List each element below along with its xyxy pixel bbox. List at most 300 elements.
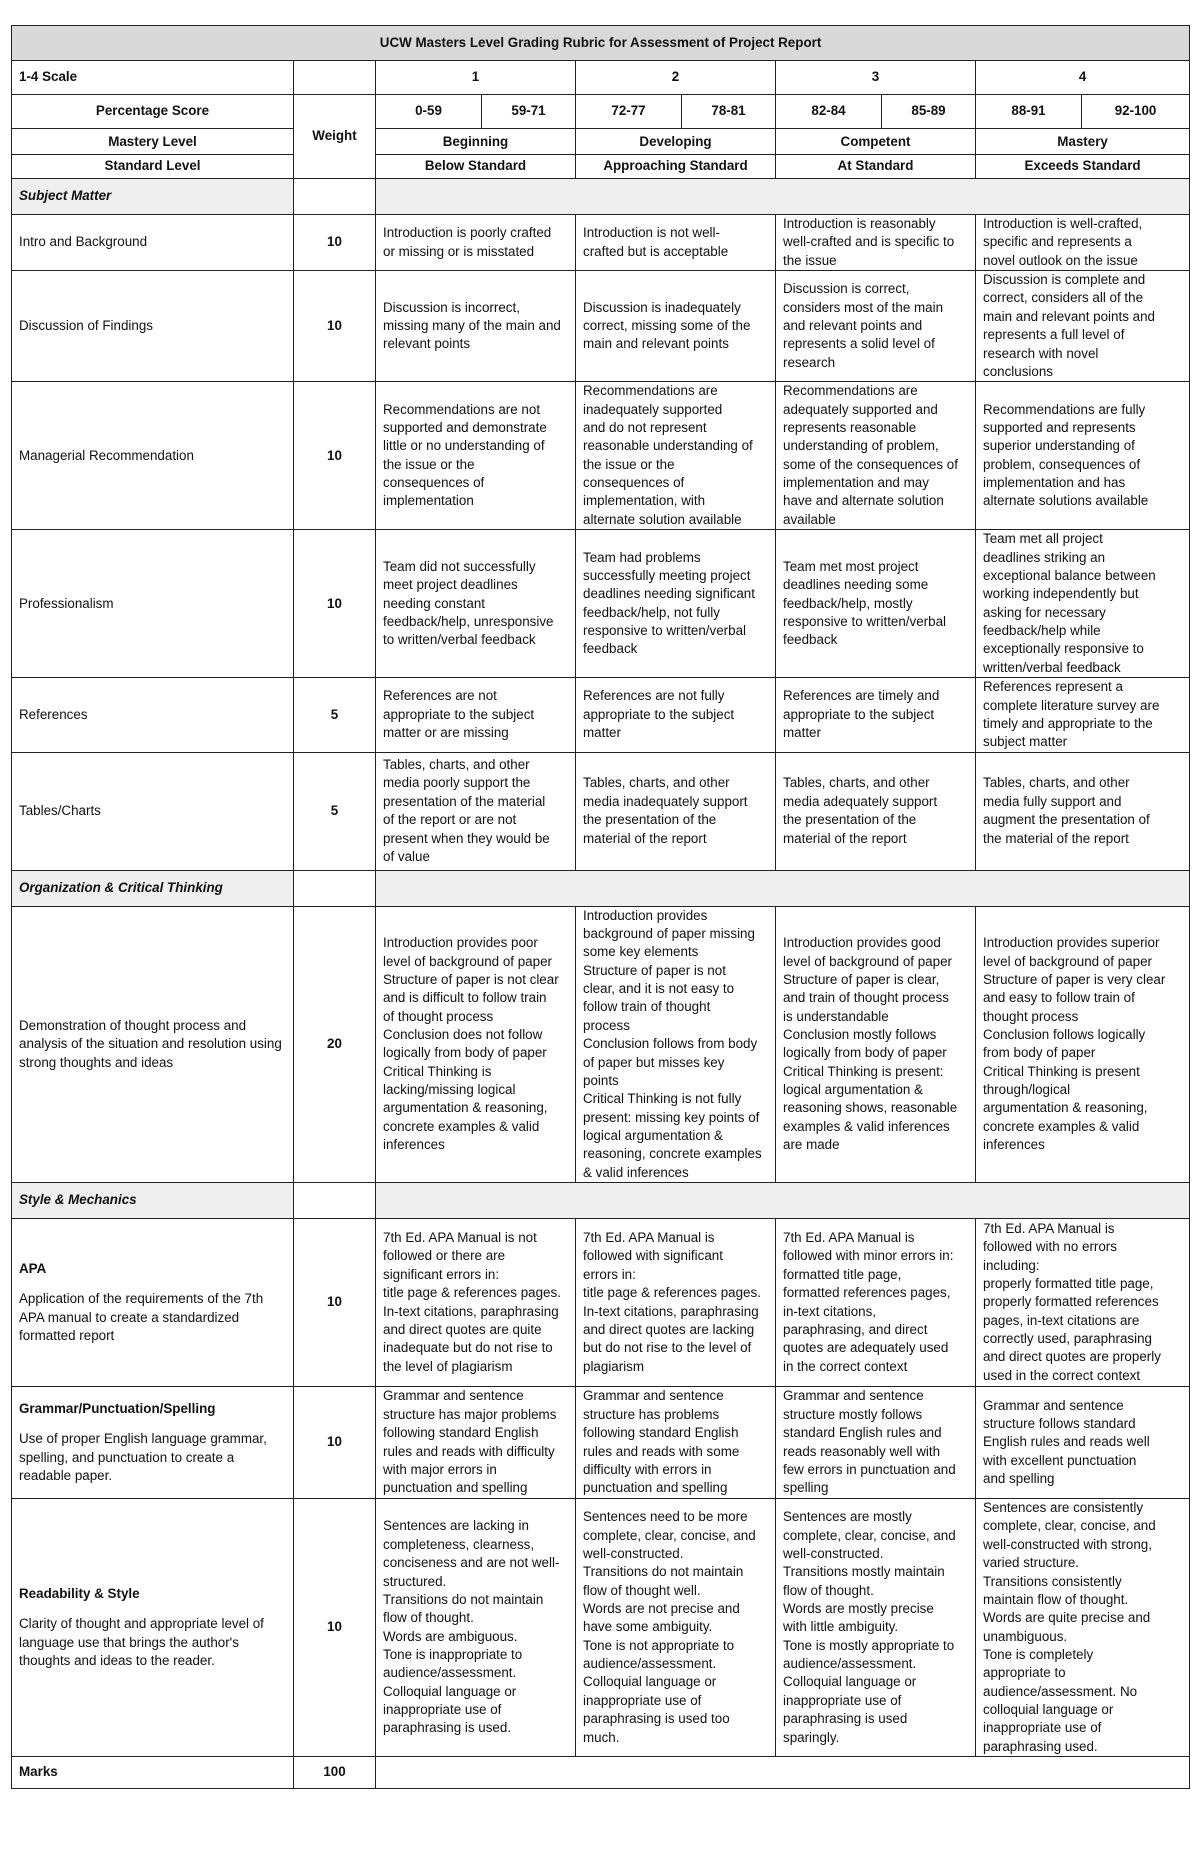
descriptor-line: implementation and has xyxy=(983,475,1126,491)
percentage-range: 0-59 xyxy=(376,95,482,129)
section-header-row xyxy=(12,870,1190,906)
descriptor-line: subject matter xyxy=(983,734,1068,750)
mastery-level: Competent xyxy=(776,132,975,155)
percentage-range: 92-100 xyxy=(1082,95,1190,129)
criterion-description: Intro and Background xyxy=(19,234,148,250)
marks-label: Marks xyxy=(12,1757,294,1789)
descriptor-line: and do not represent xyxy=(583,420,707,436)
standard-level: Approaching Standard xyxy=(603,158,748,173)
descriptor-line: audience/assessment. xyxy=(783,1656,917,1672)
descriptor-line: standard English rules and xyxy=(783,1425,942,1441)
descriptor-line: Introduction provides xyxy=(583,907,708,923)
descriptor-line: Discussion is complete and xyxy=(983,272,1146,288)
criterion-row xyxy=(12,215,1190,271)
level-4-descriptor xyxy=(976,215,1190,271)
descriptor-line: represents a full level of xyxy=(983,327,1125,343)
descriptor-line: correct, missing some of the xyxy=(583,317,751,333)
criterion-cell xyxy=(12,215,294,271)
percentage-range: 59-71 xyxy=(482,95,576,129)
descriptor-line: problem, consequences of xyxy=(983,456,1141,472)
descriptor-line: followed with significant xyxy=(583,1248,723,1264)
descriptor-line: Team met all project xyxy=(983,531,1103,547)
criterion-weight: 10 xyxy=(294,215,376,271)
descriptor-line: represents a solid level of xyxy=(783,336,935,352)
criterion-cell xyxy=(12,752,294,870)
level-2-descriptor xyxy=(576,752,776,870)
descriptor-line: Introduction is well-crafted, xyxy=(983,216,1143,231)
descriptor-line: flow of thought. xyxy=(783,1582,874,1598)
descriptor-line: Introduction is poorly crafted xyxy=(383,225,552,241)
descriptor-line: the presentation of the xyxy=(583,812,717,828)
descriptor-line: Words are quite precise and xyxy=(983,1610,1151,1626)
descriptor-line: varied structure. xyxy=(983,1555,1080,1571)
criterion-description: Demonstration of thought process and analysis of the situation and resolution using strong thoughts and ideas xyxy=(19,1017,282,1070)
level-3-descriptor xyxy=(776,1219,976,1387)
descriptor-line: inadequate but do not rise to xyxy=(383,1340,553,1356)
descriptor-line: and train of thought process xyxy=(783,990,950,1006)
level-2-descriptor xyxy=(576,1387,776,1499)
descriptor-line: Structure of paper is not clear xyxy=(383,971,559,987)
descriptor-line: with excellent punctuation xyxy=(983,1452,1137,1468)
level-2-descriptor xyxy=(576,1219,776,1387)
descriptor-line: Transitions do not maintain xyxy=(583,1564,744,1580)
criterion-cell xyxy=(12,906,294,1182)
level-3-descriptor xyxy=(776,382,976,530)
descriptor-line: material of the report xyxy=(583,830,707,846)
descriptor-line: flow of thought well. xyxy=(583,1582,701,1598)
descriptor-line: paraphrasing, and direct xyxy=(783,1321,928,1337)
descriptor-line: presentation of the material xyxy=(383,793,546,809)
mastery-level-label: Mastery Level xyxy=(12,132,293,155)
descriptor-line: deadlines needing significant xyxy=(583,586,755,602)
descriptor-line: Words are ambiguous. xyxy=(383,1628,518,1644)
descriptor-line: Introduction provides poor xyxy=(383,935,538,951)
descriptor-line: implementation xyxy=(383,493,474,509)
criterion-weight: 10 xyxy=(294,1499,376,1757)
criterion-weight: 10 xyxy=(294,271,376,382)
section-weight-blank xyxy=(294,870,376,906)
rubric-title: UCW Masters Level Grading Rubric for Assessment of Project Report xyxy=(12,26,1190,61)
descriptor-line: adequately supported and xyxy=(783,401,938,417)
level-4-descriptor xyxy=(976,1219,1190,1387)
level-1-descriptor xyxy=(376,1219,576,1387)
descriptor-line: In-text citations, paraphrasing xyxy=(583,1303,759,1319)
percentage-range: 72-77 xyxy=(576,95,682,129)
section-title: Style & Mechanics xyxy=(12,1183,294,1219)
scale-4: 4 xyxy=(976,61,1190,95)
level-1-descriptor xyxy=(376,678,576,752)
descriptor-line: matter xyxy=(783,725,821,741)
descriptor-line: supported and represents xyxy=(983,420,1136,436)
descriptor-line: correct, considers all of the xyxy=(983,290,1144,306)
descriptor-line: plagiarism xyxy=(583,1358,645,1374)
descriptor-line: Colloquial language or xyxy=(583,1674,717,1690)
descriptor-line: punctuation and spelling xyxy=(383,1480,528,1496)
descriptor-line: of thought process xyxy=(383,1008,494,1024)
standard-level: At Standard xyxy=(837,158,914,173)
criterion-row xyxy=(12,752,1190,870)
descriptor-line: Tables, charts, and other xyxy=(583,775,730,791)
descriptor-line: paraphrasing is used too xyxy=(583,1711,730,1727)
descriptor-line: followed with minor errors in: xyxy=(783,1248,954,1264)
descriptor-line: title page & references pages. xyxy=(583,1285,761,1301)
descriptor-line: to written/verbal feedback xyxy=(383,632,536,648)
descriptor-line: matter xyxy=(583,725,621,741)
criterion-weight: 10 xyxy=(294,530,376,678)
level-3-descriptor xyxy=(776,752,976,870)
descriptor-line: deadlines needing some xyxy=(783,577,929,593)
descriptor-line: inappropriate use of xyxy=(983,1720,1102,1736)
level-3-descriptor xyxy=(776,530,976,678)
descriptor-line: References are not fully xyxy=(583,688,725,704)
descriptor-line: examples & valid inferences xyxy=(783,1118,950,1134)
section-fill xyxy=(376,179,1190,215)
descriptor-line: including: xyxy=(983,1257,1040,1273)
descriptor-line: have some ambiguity. xyxy=(583,1619,713,1635)
criterion-row xyxy=(12,678,1190,752)
descriptor-line: Critical Thinking is present: xyxy=(783,1063,944,1079)
descriptor-line: concrete examples & valid xyxy=(983,1118,1140,1134)
criterion-description: Tables/Charts xyxy=(19,802,101,818)
criterion-row xyxy=(12,271,1190,382)
descriptor-line: crafted but is acceptable xyxy=(583,243,729,259)
descriptor-line: deadlines striking an xyxy=(983,549,1106,565)
descriptor-line: responsive to written/verbal xyxy=(783,613,946,629)
level-1-descriptor xyxy=(376,1387,576,1499)
descriptor-line: In-text citations, paraphrasing xyxy=(383,1303,559,1319)
descriptor-line: Team had problems xyxy=(583,549,701,565)
criterion-weight: 10 xyxy=(294,382,376,530)
descriptor-line: feedback/help, not fully xyxy=(583,604,720,620)
descriptor-line: exceptional balance between xyxy=(983,568,1156,584)
descriptor-line: consequences of xyxy=(383,475,485,491)
descriptor-line: Structure of paper is very clear xyxy=(983,971,1166,987)
descriptor-line: complete, clear, concise, and xyxy=(783,1527,956,1543)
descriptor-line: media inadequately support xyxy=(583,793,748,809)
descriptor-line: implementation and may xyxy=(783,475,929,491)
descriptor-line: Words are not precise and xyxy=(583,1601,740,1617)
criterion-description: Professionalism xyxy=(19,595,114,611)
descriptor-line: are made xyxy=(783,1137,840,1153)
scale-weight-blank xyxy=(294,61,376,95)
descriptor-line: the issue or the xyxy=(583,456,675,472)
descriptor-line: with major errors in xyxy=(383,1461,497,1477)
descriptor-line: well-constructed with strong, xyxy=(983,1536,1152,1552)
descriptor-line: logically from body of paper xyxy=(783,1045,947,1061)
descriptor-line: and spelling xyxy=(983,1471,1055,1487)
level-4-descriptor xyxy=(976,382,1190,530)
percentage-range: 82-84 xyxy=(776,95,882,129)
descriptor-line: Recommendations are xyxy=(783,383,918,399)
scale-1: 1 xyxy=(376,61,576,95)
descriptor-line: with little ambiguity. xyxy=(783,1619,899,1635)
section-weight-blank xyxy=(294,1183,376,1219)
descriptor-line: Sentences are consistently xyxy=(983,1500,1144,1516)
descriptor-line: audience/assessment. No xyxy=(983,1683,1138,1699)
descriptor-line: complete literature survey are xyxy=(983,697,1160,713)
level-2-descriptor xyxy=(576,906,776,1182)
descriptor-line: followed with no errors xyxy=(983,1239,1117,1255)
descriptor-line: and direct quotes are properly xyxy=(983,1349,1161,1365)
descriptor-line: and direct quotes are quite xyxy=(383,1321,542,1337)
criterion-row xyxy=(12,906,1190,1182)
descriptor-line: Tables, charts, and other xyxy=(783,775,930,791)
descriptor-line: Conclusion mostly follows xyxy=(783,1027,937,1042)
descriptor-line: 7th Ed. APA Manual is xyxy=(983,1220,1115,1236)
descriptor-line: and direct quotes are lacking xyxy=(583,1321,755,1337)
descriptor-line: inappropriate use of xyxy=(583,1692,702,1708)
descriptor-line: specific and represents a xyxy=(983,234,1132,250)
level-2-descriptor xyxy=(576,1499,776,1757)
descriptor-line: Colloquial language or xyxy=(783,1674,917,1690)
descriptor-line: Discussion is correct, xyxy=(783,281,910,297)
level-4-descriptor xyxy=(976,752,1190,870)
descriptor-line: completeness, clearness, xyxy=(383,1536,535,1552)
descriptor-line: available xyxy=(783,511,836,527)
descriptor-line: and relevant points and xyxy=(783,317,923,333)
descriptor-line: Transitions mostly maintain xyxy=(783,1564,945,1580)
descriptor-line: difficulty with errors in xyxy=(583,1461,712,1477)
criterion-row xyxy=(12,382,1190,530)
descriptor-line: audience/assessment. xyxy=(583,1656,717,1672)
level-4-descriptor xyxy=(976,530,1190,678)
section-title: Subject Matter xyxy=(12,179,294,215)
descriptor-line: Introduction is reasonably xyxy=(783,216,936,231)
descriptor-line: Transitions consistently xyxy=(983,1573,1122,1589)
descriptor-line: main and relevant points and xyxy=(983,308,1155,324)
descriptor-line: complete, clear, concise, and xyxy=(983,1518,1156,1534)
descriptor-line: conciseness and are not well- xyxy=(383,1555,560,1571)
descriptor-line: pages, in-text citations are xyxy=(983,1312,1140,1328)
descriptor-line: properly formatted title page, xyxy=(983,1276,1154,1292)
descriptor-line: needing constant xyxy=(383,595,485,611)
criterion-row xyxy=(12,1387,1190,1499)
descriptor-line: working independently but xyxy=(983,586,1139,602)
descriptor-line: Tables, charts, and other xyxy=(983,775,1130,791)
descriptor-line: relevant points xyxy=(383,336,471,352)
descriptor-line: significant errors in: xyxy=(383,1266,500,1282)
descriptor-line: 7th Ed. APA Manual is xyxy=(783,1230,915,1246)
descriptor-line: inferences xyxy=(383,1137,445,1153)
descriptor-line: 7th Ed. APA Manual is xyxy=(583,1230,715,1246)
descriptor-line: Conclusion follows logically xyxy=(983,1027,1146,1042)
descriptor-line: Recommendations are xyxy=(583,383,718,399)
descriptor-line: complete, clear, concise, and xyxy=(583,1527,756,1543)
descriptor-line: feedback xyxy=(783,632,838,648)
descriptor-line: written/verbal feedback xyxy=(983,659,1121,675)
criterion-weight: 5 xyxy=(294,678,376,752)
percentage-label: Percentage Score xyxy=(12,95,294,129)
descriptor-line: flow of thought. xyxy=(383,1610,474,1626)
descriptor-line: but do not rise to the level of xyxy=(583,1340,752,1356)
descriptor-line: unambiguous. xyxy=(983,1628,1068,1644)
descriptor-line: Critical Thinking is not fully xyxy=(583,1091,742,1107)
descriptor-line: formatted title page, xyxy=(783,1266,902,1282)
descriptor-line: Recommendations are fully xyxy=(983,401,1146,417)
descriptor-line: structured. xyxy=(383,1573,447,1589)
descriptor-line: media adequately support xyxy=(783,793,938,809)
descriptor-line: reads reasonably well with xyxy=(783,1443,941,1459)
criterion-title: Grammar/Punctuation/Spelling xyxy=(19,1400,216,1416)
level-4-descriptor xyxy=(976,271,1190,382)
descriptor-line: logically from body of paper xyxy=(383,1045,547,1061)
descriptor-line: and is difficult to follow train xyxy=(383,990,547,1006)
descriptor-line: logical argumentation & xyxy=(583,1127,723,1143)
criterion-cell xyxy=(12,678,294,752)
descriptor-line: of paper but misses key xyxy=(583,1054,725,1070)
descriptor-line: novel outlook on the issue xyxy=(983,252,1138,268)
descriptor-line: Tone is not appropriate to xyxy=(583,1637,735,1653)
descriptor-line: well-constructed. xyxy=(583,1545,684,1561)
criterion-cell xyxy=(12,1499,294,1757)
descriptor-line: lacking/missing logical xyxy=(383,1082,516,1098)
descriptor-line: formatted references pages, xyxy=(783,1285,951,1301)
percentage-range: 85-89 xyxy=(882,95,976,129)
descriptor-line: appropriate to xyxy=(983,1665,1066,1681)
descriptor-line: feedback/help, mostly xyxy=(783,595,913,611)
descriptor-line: the material of the report xyxy=(983,830,1129,846)
criterion-row xyxy=(12,1499,1190,1757)
descriptor-line: in the correct context xyxy=(783,1358,908,1374)
descriptor-line: Words are mostly precise xyxy=(783,1601,934,1617)
descriptor-line: timely and appropriate to the xyxy=(983,715,1153,731)
descriptor-line: feedback/help, unresponsive xyxy=(383,613,554,629)
descriptor-line: well-constructed. xyxy=(783,1545,884,1561)
descriptor-line: some of the consequences of xyxy=(783,456,958,472)
descriptor-line: exceptionally responsive to xyxy=(983,641,1144,657)
descriptor-line: main and relevant points xyxy=(583,336,729,352)
descriptor-line: & valid inferences xyxy=(583,1164,689,1180)
level-3-descriptor xyxy=(776,906,976,1182)
level-2-descriptor xyxy=(576,382,776,530)
criterion-row xyxy=(12,530,1190,678)
descriptor-line: the presentation of the xyxy=(783,812,917,828)
descriptor-line: References are not xyxy=(383,688,497,704)
descriptor-line: rules and reads with some xyxy=(583,1443,740,1459)
descriptor-line: appropriate to the subject xyxy=(383,706,535,722)
descriptor-line: colloquial language or xyxy=(983,1702,1114,1718)
descriptor-line: appropriate to the subject xyxy=(783,706,935,722)
total-weight: 100 xyxy=(294,1757,376,1789)
descriptor-line: Introduction provides good xyxy=(783,935,941,951)
descriptor-line: rules and reads with difficulty xyxy=(383,1443,555,1459)
level-3-descriptor xyxy=(776,215,976,271)
criterion-description: Clarity of thought and appropriate level of language use that brings the author's thoughts and ideas to the reader. xyxy=(19,1616,264,1668)
level-4-descriptor xyxy=(976,1387,1190,1499)
descriptor-line: audience/assessment. xyxy=(383,1665,517,1681)
percentage-range: 88-91 xyxy=(976,95,1082,129)
descriptor-line: used in the correct context xyxy=(983,1367,1141,1383)
descriptor-line: Recommendations are not xyxy=(383,401,541,417)
descriptor-line: represents reasonable xyxy=(783,420,917,436)
descriptor-line: argumentation & reasoning, xyxy=(983,1100,1148,1116)
descriptor-line: from body of paper xyxy=(983,1045,1096,1061)
descriptor-line: level of background of paper xyxy=(383,953,552,969)
weight-header: Weight xyxy=(294,95,376,179)
descriptor-line: appropriate to the subject xyxy=(583,706,735,722)
descriptor-line: feedback/help while xyxy=(983,623,1101,639)
descriptor-line: Critical Thinking is xyxy=(383,1063,492,1079)
descriptor-line: meet project deadlines xyxy=(383,577,518,593)
level-2-descriptor xyxy=(576,530,776,678)
level-3-descriptor xyxy=(776,678,976,752)
descriptor-line: Grammar and sentence xyxy=(583,1388,724,1404)
level-3-descriptor xyxy=(776,271,976,382)
descriptor-line: level of background of paper xyxy=(983,953,1152,969)
descriptor-line: few errors in punctuation and xyxy=(783,1461,956,1477)
criterion-weight: 10 xyxy=(294,1387,376,1499)
criterion-cell xyxy=(12,1219,294,1387)
descriptor-line: English rules and reads well xyxy=(983,1434,1150,1450)
section-fill xyxy=(376,870,1190,906)
level-4-descriptor xyxy=(976,906,1190,1182)
descriptor-line: Structure of paper is clear, xyxy=(783,971,940,987)
scale-3: 3 xyxy=(776,61,976,95)
mastery-level: Beginning xyxy=(376,132,575,155)
descriptor-line: Colloquial language or xyxy=(383,1683,517,1699)
criterion-cell xyxy=(12,1387,294,1499)
criterion-weight: 20 xyxy=(294,906,376,1182)
standard-level: Exceeds Standard xyxy=(1024,158,1141,173)
descriptor-line: through/logical xyxy=(983,1082,1071,1098)
descriptor-line: successfully meeting project xyxy=(583,568,751,584)
descriptor-line: some key elements xyxy=(583,944,699,960)
descriptor-line: matter or are missing xyxy=(383,725,509,741)
descriptor-line: argumentation & reasoning, xyxy=(383,1100,548,1116)
descriptor-line: structure has problems xyxy=(583,1406,720,1422)
level-1-descriptor xyxy=(376,382,576,530)
descriptor-line: clear, and it is not easy to xyxy=(583,981,735,997)
descriptor-line: research with novel xyxy=(983,345,1099,361)
descriptor-line: inferences xyxy=(983,1137,1045,1153)
descriptor-line: inadequately supported xyxy=(583,401,723,417)
descriptor-line: in-text citations, xyxy=(783,1303,877,1319)
criterion-description: References xyxy=(19,706,88,722)
criterion-cell xyxy=(12,382,294,530)
descriptor-line: Conclusion does not follow xyxy=(383,1027,543,1042)
level-2-descriptor xyxy=(576,678,776,752)
descriptor-line: punctuation and spelling xyxy=(583,1480,728,1496)
descriptor-line: well-crafted and is specific to xyxy=(783,234,955,250)
descriptor-line: maintain flow of thought. xyxy=(983,1591,1129,1607)
descriptor-line: research xyxy=(783,354,836,370)
descriptor-line: structure follows standard xyxy=(983,1416,1136,1432)
descriptor-line: asking for necessary xyxy=(983,604,1106,620)
descriptor-line: Tables, charts, and other xyxy=(383,757,530,773)
descriptor-line: following standard English xyxy=(583,1425,739,1441)
descriptor-line: and easy to follow train of xyxy=(983,990,1135,1006)
descriptor-line: considers most of the main xyxy=(783,299,944,315)
criterion-title: APA xyxy=(19,1260,47,1276)
descriptor-line: Tone is mostly appropriate to xyxy=(783,1637,955,1653)
descriptor-line: supported and demonstrate xyxy=(383,420,547,436)
level-2-descriptor xyxy=(576,215,776,271)
level-4-descriptor xyxy=(976,678,1190,752)
descriptor-line: Sentences are lacking in xyxy=(383,1518,529,1534)
descriptor-line: level of background of paper xyxy=(783,953,952,969)
section-title: Organization & Critical Thinking xyxy=(12,870,294,906)
descriptor-line: implementation, with xyxy=(583,493,706,509)
descriptor-line: sparingly. xyxy=(783,1729,840,1745)
descriptor-line: quotes are adequately used xyxy=(783,1340,949,1356)
descriptor-line: have and alternate solution xyxy=(783,493,944,509)
marks-blank xyxy=(376,1757,1190,1789)
descriptor-line: Tone is completely xyxy=(983,1646,1094,1662)
descriptor-line: Tone is inappropriate to xyxy=(383,1646,523,1662)
descriptor-line: Discussion is incorrect, xyxy=(383,299,520,315)
descriptor-line: Team met most project xyxy=(783,558,919,574)
descriptor-line: followed or there are xyxy=(383,1248,506,1264)
